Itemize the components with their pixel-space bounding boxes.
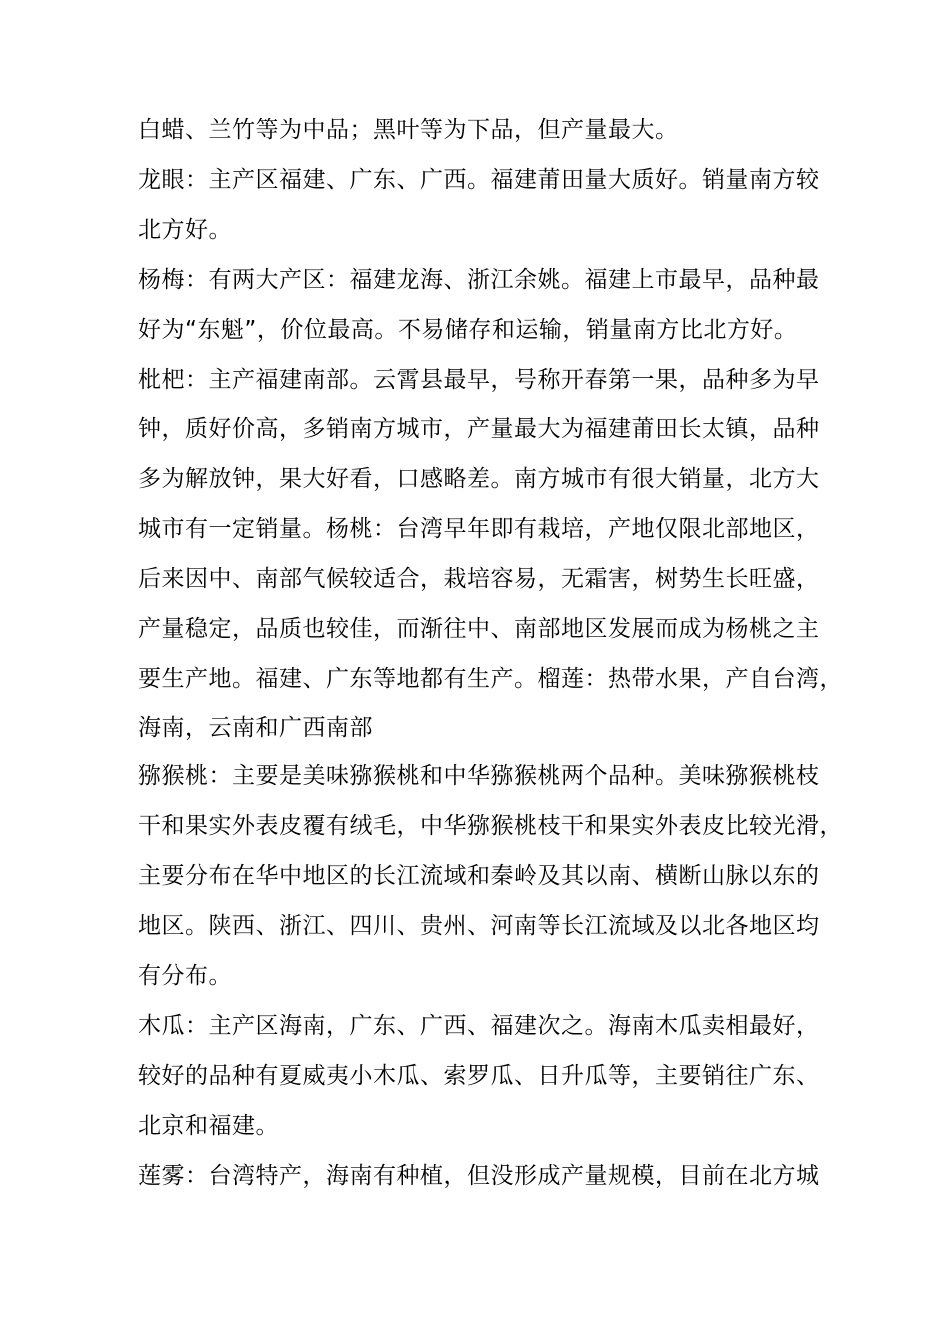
text-line: 龙眼：主产区福建、广东、广西。福建莆田量大质好。销量南方较 bbox=[138, 167, 820, 193]
text-line: 有分布。 bbox=[138, 963, 232, 989]
text-line: 白蜡、兰竹等为中品；黑叶等为下品，但产量最大。 bbox=[138, 117, 679, 143]
text-line: 较好的品种有夏威夷小木瓜、索罗瓜、日升瓜等，主要销往广东、 bbox=[138, 1063, 820, 1089]
text-line: 地区。陕西、浙江、四川、贵州、河南等长江流域及以北各地区均 bbox=[138, 913, 820, 939]
text-line: 枇杷：主产福建南部。云霄县最早，号称开春第一果，品种多为早 bbox=[138, 367, 820, 393]
text-line: 猕猴桃：主要是美味猕猴桃和中华猕猴桃两个品种。美味猕猴桃枝 bbox=[138, 763, 820, 789]
text-line: 干和果实外表皮覆有绒毛，中华猕猴桃枝干和果实外表皮比较光滑， bbox=[138, 813, 843, 839]
text-line: 后来因中、南部气候较适合，栽培容易，无霜害，树势生长旺盛， bbox=[138, 566, 820, 592]
text-line: 木瓜：主产区海南，广东、广西、福建次之。海南木瓜卖相最好， bbox=[138, 1013, 820, 1039]
text-line: 莲雾：台湾特产，海南有种植，但没形成产量规模，目前在北方城 bbox=[138, 1163, 820, 1189]
text-line: 钟，质好价高，多销南方城市，产量最大为福建莆田长太镇，品种 bbox=[138, 416, 820, 442]
text-line: 北方好。 bbox=[138, 217, 232, 243]
text-line: 要生产地。福建、广东等地都有生产。榴莲：热带水果，产自台湾， bbox=[138, 666, 843, 692]
text-line: 产量稳定，品质也较佳，而渐往中、南部地区发展而成为杨桃之主 bbox=[138, 616, 820, 642]
text-line: 城市有一定销量。杨桃：台湾早年即有栽培，产地仅限北部地区， bbox=[138, 516, 820, 542]
text-line: 杨梅：有两大产区：福建龙海、浙江余姚。福建上市最早，品种最 bbox=[138, 267, 820, 293]
text-line: 多为解放钟，果大好看，口感略差。南方城市有很大销量，北方大 bbox=[138, 466, 820, 492]
text-line: 北京和福建。 bbox=[138, 1113, 279, 1139]
text-line: 海南，云南和广西南部 bbox=[138, 715, 373, 741]
text-line: 主要分布在华中地区的长江流域和秦岭及其以南、横断山脉以东的 bbox=[138, 863, 820, 889]
text-line: 好为“东魁”，价位最高。不易储存和运输，销量南方比北方好。 bbox=[138, 317, 798, 343]
